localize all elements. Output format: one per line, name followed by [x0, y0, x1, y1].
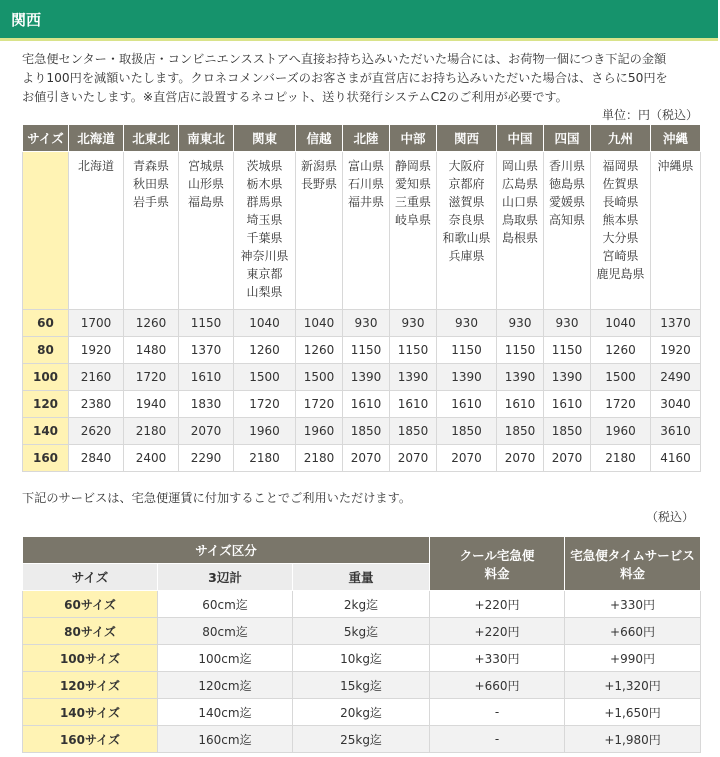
region-header: 北海道: [69, 125, 124, 152]
rate-cell: 2180: [296, 445, 343, 472]
rate-cell: 1850: [343, 418, 390, 445]
size-cell: 120サイズ: [23, 672, 158, 699]
prefecture-name: 神奈川県: [240, 249, 289, 263]
prefecture-name: 熊本県: [602, 213, 639, 227]
rate-cell: 3610: [651, 418, 701, 445]
cool-fee-header: [430, 537, 565, 591]
size-cell: 160サイズ: [23, 726, 158, 753]
rate-cell: 2400: [124, 445, 179, 472]
prefecture-name: 宮城県: [187, 159, 224, 173]
region-header: 南東北: [179, 125, 234, 152]
rate-cell: 1610: [343, 391, 390, 418]
unit-label: 単位：円（税込）: [601, 108, 698, 122]
time-fee-cell: +660円: [565, 618, 701, 645]
rate-row: [23, 310, 701, 337]
prefecture-cell: [124, 152, 179, 310]
size-cell: 160: [23, 445, 69, 472]
rate-cell: 1040: [296, 310, 343, 337]
rate-row: [23, 337, 701, 364]
rate-cell: 1390: [497, 364, 544, 391]
rate-cell: 1960: [234, 418, 296, 445]
rate-cell: 2180: [591, 445, 651, 472]
prefecture-name: 福井県: [347, 195, 384, 209]
note-line: お値引きいたします。※直営店に設置するネコピット、送り状発行システムC2のご利用が必要です。: [22, 90, 568, 104]
rate-cell: 2070: [437, 445, 497, 472]
rate-cell: 1150: [437, 337, 497, 364]
time-fee-cell: +1,980円: [565, 726, 701, 753]
dims-subheader: 3辺計: [158, 564, 293, 591]
weight-cell: 2kg迄: [293, 591, 430, 618]
rate-cell: 2160: [69, 364, 124, 391]
prefecture-name: 静岡県: [394, 159, 431, 173]
rate-cell: 1610: [179, 364, 234, 391]
rate-row: [23, 418, 701, 445]
rate-cell: 1500: [296, 364, 343, 391]
rate-cell: 2070: [497, 445, 544, 472]
prefecture-name: 山口県: [501, 195, 538, 209]
prefecture-name: 広島県: [501, 177, 538, 191]
prefecture-cell: [437, 152, 497, 310]
rate-cell: 1390: [544, 364, 591, 391]
dims-cell: 120cm迄: [158, 672, 293, 699]
size-subheader: サイズ: [23, 564, 158, 591]
rate-cell: 1390: [437, 364, 497, 391]
rate-cell: 1370: [179, 337, 234, 364]
prefecture-name: 秋田県: [132, 177, 169, 191]
region-header: 四国: [544, 125, 591, 152]
prefecture-cell: [591, 152, 651, 310]
service-row: [23, 699, 701, 726]
prefecture-name: 愛媛県: [548, 195, 585, 209]
prefecture-name: 滋賀県: [448, 195, 485, 209]
rate-cell: 1150: [390, 337, 437, 364]
rate-cell: 1720: [124, 364, 179, 391]
time-fee-cell: +1,650円: [565, 699, 701, 726]
prefecture-name: 和歌山県: [442, 231, 491, 245]
prefecture-name: 新潟県: [300, 159, 337, 173]
region-header: 北東北: [124, 125, 179, 152]
rate-cell: 1610: [497, 391, 544, 418]
time-fee-header: [565, 537, 701, 591]
prefecture-name: 兵庫県: [448, 249, 485, 263]
prefecture-name: 千葉県: [246, 231, 283, 245]
region-header: 関東: [234, 125, 296, 152]
prefecture-cell: [343, 152, 390, 310]
rate-cell: 1720: [296, 391, 343, 418]
rate-cell: 1830: [179, 391, 234, 418]
rate-cell: 2620: [69, 418, 124, 445]
service-unit: （税込）: [645, 510, 694, 524]
dims-cell: 160cm迄: [158, 726, 293, 753]
region-header: 信越: [296, 125, 343, 152]
time-header-line: 宅急便タイムサービス: [570, 547, 695, 563]
prefecture-name: 栃木県: [246, 177, 283, 191]
dims-cell: 100cm迄: [158, 645, 293, 672]
time-header-line: 料金: [620, 565, 646, 581]
rate-row: [23, 445, 701, 472]
rate-cell: 1960: [591, 418, 651, 445]
weight-subheader: 重量: [293, 564, 430, 591]
prefecture-name: 三重県: [394, 195, 431, 209]
service-row: [23, 726, 701, 753]
prefecture-name: 宮崎県: [602, 249, 639, 263]
weight-cell: 10kg迄: [293, 645, 430, 672]
prefecture-name: 石川県: [347, 177, 384, 191]
prefecture-name: 岩手県: [132, 195, 169, 209]
rate-cell: 930: [497, 310, 544, 337]
prefecture-cell: [69, 152, 124, 310]
size-cell-blank: [23, 152, 69, 310]
size-cell: 120: [23, 391, 69, 418]
rate-cell: 2490: [651, 364, 701, 391]
prefecture-name: 岡山県: [501, 159, 538, 173]
region-header: 関西: [437, 125, 497, 152]
service-table: [22, 536, 701, 753]
prefecture-name: 福島県: [187, 195, 224, 209]
dims-cell: 140cm迄: [158, 699, 293, 726]
size-cell: 80: [23, 337, 69, 364]
service-row: [23, 591, 701, 618]
rate-cell: 1610: [544, 391, 591, 418]
prefecture-name: 富山県: [347, 159, 384, 173]
discount-note: [22, 50, 702, 107]
service-row: [23, 618, 701, 645]
size-cell: 80サイズ: [23, 618, 158, 645]
size-cell: 100: [23, 364, 69, 391]
prefecture-cell: [296, 152, 343, 310]
prefecture-name: 大分県: [602, 231, 639, 245]
prefecture-name: 島根県: [501, 231, 538, 245]
rate-cell: 1480: [124, 337, 179, 364]
region-header: 沖縄: [651, 125, 701, 152]
prefecture-name: 奈良県: [448, 213, 485, 227]
rate-cell: 1940: [124, 391, 179, 418]
rate-cell: 1720: [234, 391, 296, 418]
rate-cell: 930: [390, 310, 437, 337]
prefecture-cell: [234, 152, 296, 310]
prefecture-name: 大阪府: [448, 159, 485, 173]
prefecture-name: 愛知県: [394, 177, 431, 191]
prefecture-name: 山梨県: [246, 285, 283, 299]
rate-cell: 930: [437, 310, 497, 337]
rate-cell: 2070: [544, 445, 591, 472]
time-fee-cell: +1,320円: [565, 672, 701, 699]
rate-cell: 3040: [651, 391, 701, 418]
prefecture-name: 長野県: [300, 177, 337, 191]
rate-row: [23, 364, 701, 391]
size-cell: 100サイズ: [23, 645, 158, 672]
rate-cell: 1370: [651, 310, 701, 337]
service-intro: 下記のサービスは、宅急便運賃に付加することでご利用いただけます。: [22, 491, 412, 505]
rate-cell: 1850: [544, 418, 591, 445]
weight-cell: 25kg迄: [293, 726, 430, 753]
prefecture-name: 山形県: [187, 177, 224, 191]
rate-cell: 1920: [69, 337, 124, 364]
weight-cell: 5kg迄: [293, 618, 430, 645]
size-cell: 140: [23, 418, 69, 445]
note-line: より100円を減額いたします。クロネコメンバーズのお客さまが直営店にお持ち込みいただいた場合は、さらに50円を: [22, 71, 668, 85]
prefecture-name: 福岡県: [602, 159, 639, 173]
weight-cell: 15kg迄: [293, 672, 430, 699]
prefecture-row: [23, 152, 701, 310]
cool-fee-cell: +220円: [430, 618, 565, 645]
prefecture-name: 北海道: [77, 159, 114, 173]
size-class-header: サイズ区分: [23, 537, 430, 564]
prefecture-name: 鹿児島県: [596, 267, 645, 281]
prefecture-cell: [390, 152, 437, 310]
rate-cell: 4160: [651, 445, 701, 472]
rate-cell: 2070: [343, 445, 390, 472]
rate-cell: 2180: [234, 445, 296, 472]
rate-cell: 1150: [179, 310, 234, 337]
prefecture-name: 京都府: [448, 177, 485, 191]
rate-cell: 2180: [124, 418, 179, 445]
dims-cell: 80cm迄: [158, 618, 293, 645]
prefecture-cell: [179, 152, 234, 310]
rate-header-row: [23, 125, 701, 152]
prefecture-name: 香川県: [548, 159, 585, 173]
rate-cell: 1700: [69, 310, 124, 337]
rate-cell: 930: [544, 310, 591, 337]
prefecture-name: 東京都: [246, 267, 283, 281]
prefecture-cell: [651, 152, 701, 310]
rate-cell: 1390: [343, 364, 390, 391]
prefecture-name: 青森県: [132, 159, 169, 173]
region-header: 北陸: [343, 125, 390, 152]
prefecture-name: 岐阜県: [394, 213, 431, 227]
prefecture-cell: [497, 152, 544, 310]
prefecture-name: 長崎県: [602, 195, 639, 209]
rate-cell: 930: [343, 310, 390, 337]
prefecture-name: 茨城県: [246, 159, 283, 173]
rate-cell: 1150: [497, 337, 544, 364]
weight-cell: 20kg迄: [293, 699, 430, 726]
rate-cell: 1150: [343, 337, 390, 364]
rate-cell: 1850: [390, 418, 437, 445]
rate-table: [22, 124, 701, 472]
rate-cell: 1850: [497, 418, 544, 445]
rate-cell: 2070: [390, 445, 437, 472]
time-fee-cell: +330円: [565, 591, 701, 618]
region-title: 関西: [11, 11, 42, 29]
prefecture-name: 高知県: [548, 213, 585, 227]
size-header: サイズ: [23, 125, 69, 152]
cool-fee-cell: -: [430, 699, 565, 726]
rate-cell: 1260: [296, 337, 343, 364]
region-header: 九州: [591, 125, 651, 152]
rate-cell: 1260: [234, 337, 296, 364]
rate-cell: 1150: [544, 337, 591, 364]
cool-fee-cell: -: [430, 726, 565, 753]
service-row: [23, 672, 701, 699]
rate-cell: 1040: [591, 310, 651, 337]
cool-header-line: クール宅急便: [459, 547, 535, 563]
rate-cell: 2070: [179, 418, 234, 445]
rate-cell: 2290: [179, 445, 234, 472]
rate-cell: 1500: [234, 364, 296, 391]
dims-cell: 60cm迄: [158, 591, 293, 618]
prefecture-name: 鳥取県: [501, 213, 538, 227]
rate-cell: 1610: [437, 391, 497, 418]
cool-fee-cell: +330円: [430, 645, 565, 672]
rate-cell: 1040: [234, 310, 296, 337]
prefecture-name: 群馬県: [246, 195, 283, 209]
cool-header-line: 料金: [484, 565, 510, 581]
cool-fee-cell: +660円: [430, 672, 565, 699]
rate-row: [23, 391, 701, 418]
rate-cell: 1720: [591, 391, 651, 418]
rate-cell: 1260: [591, 337, 651, 364]
note-line: 宅急便センター・取扱店・コンビニエンスストアへ直接お持ち込みいただいた場合には、お荷物一個につき下記の金額: [22, 52, 667, 66]
rate-cell: 1500: [591, 364, 651, 391]
service-row: [23, 645, 701, 672]
rate-cell: 1960: [296, 418, 343, 445]
rate-cell: 1850: [437, 418, 497, 445]
region-header: [0, 0, 718, 41]
rate-cell: 2840: [69, 445, 124, 472]
rate-cell: 1390: [390, 364, 437, 391]
rate-cell: 1610: [390, 391, 437, 418]
cool-fee-cell: +220円: [430, 591, 565, 618]
prefecture-cell: [544, 152, 591, 310]
size-cell: 140サイズ: [23, 699, 158, 726]
time-fee-cell: +990円: [565, 645, 701, 672]
size-cell: 60サイズ: [23, 591, 158, 618]
rate-cell: 2380: [69, 391, 124, 418]
size-cell: 60: [23, 310, 69, 337]
prefecture-name: 徳島県: [548, 177, 585, 191]
prefecture-name: 沖縄県: [657, 159, 694, 173]
region-header: 中部: [390, 125, 437, 152]
rate-cell: 1260: [124, 310, 179, 337]
region-header: 中国: [497, 125, 544, 152]
prefecture-name: 佐賀県: [602, 177, 639, 191]
rate-cell: 1920: [651, 337, 701, 364]
prefecture-name: 埼玉県: [246, 213, 283, 227]
